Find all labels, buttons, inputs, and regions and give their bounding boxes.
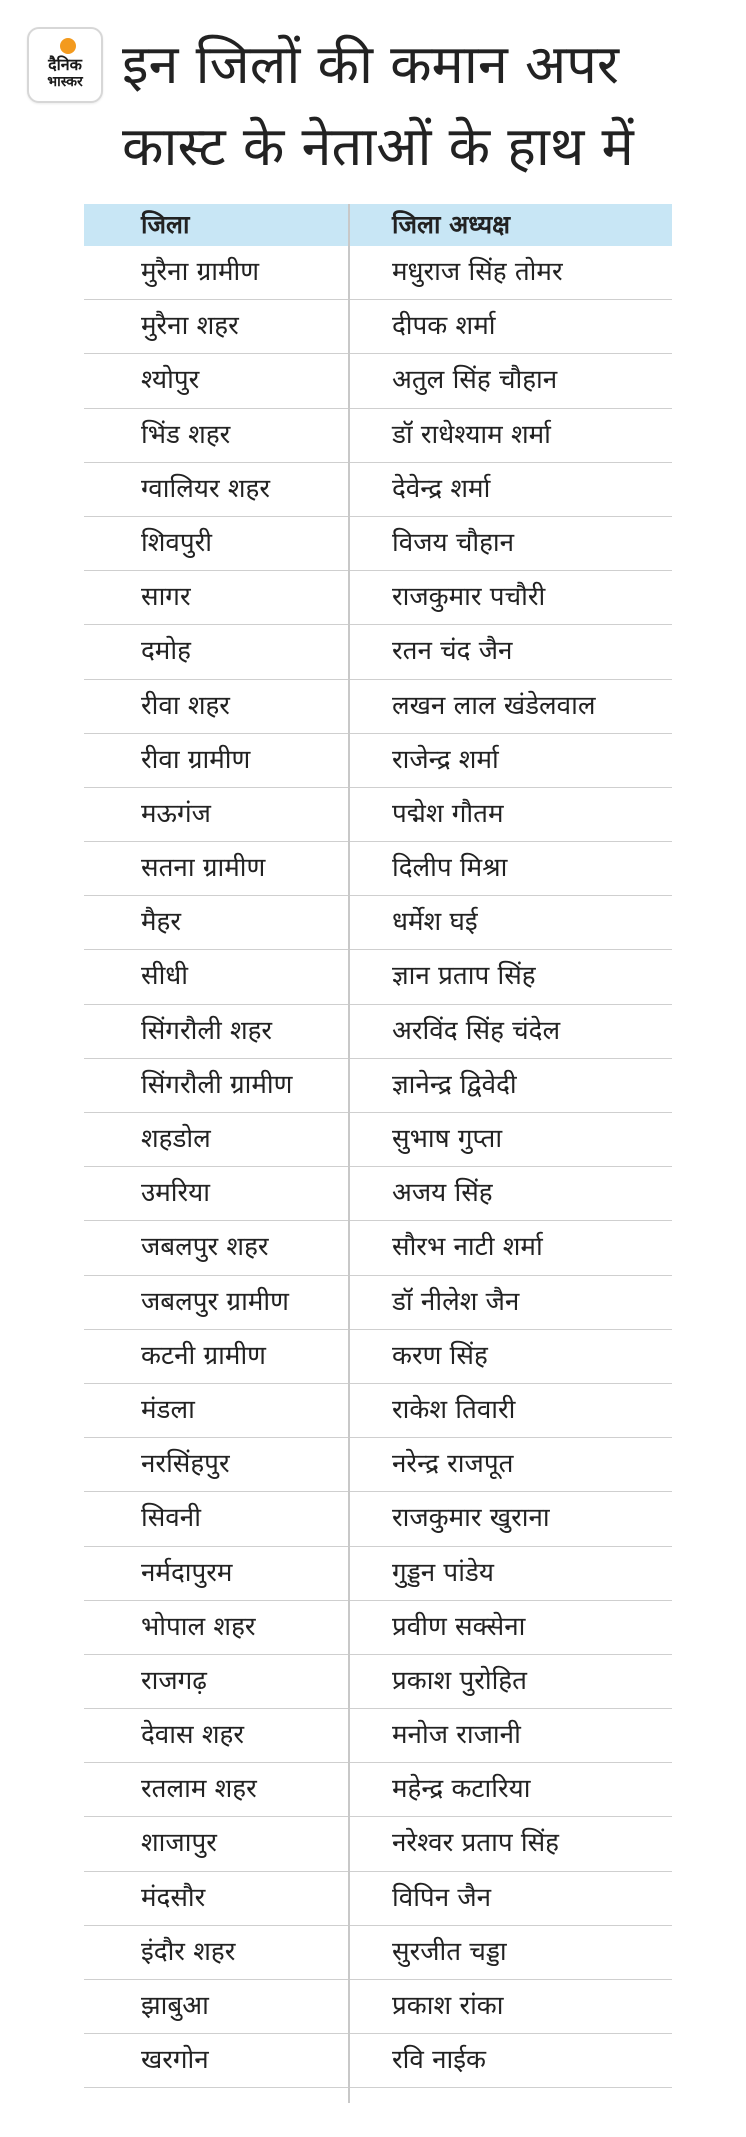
district-cell: रीवा ग्रामीण	[141, 744, 251, 775]
dainik-bhaskar-logo	[27, 27, 103, 103]
president-cell: सुभाष गुप्ता	[392, 1124, 503, 1154]
table-row	[84, 1601, 672, 1655]
president-cell: डॉ राधेश्याम शर्मा	[392, 419, 551, 450]
sun-dot-icon	[60, 38, 76, 54]
table-row	[84, 1330, 672, 1384]
table-row	[84, 950, 672, 1004]
president-cell: राजकुमार खुराना	[392, 1503, 550, 1534]
president-cell: विपिन जैन	[392, 1882, 492, 1913]
president-cell: विजय चौहान	[392, 527, 515, 558]
district-cell: शहडोल	[141, 1124, 211, 1154]
table-header	[84, 204, 672, 246]
president-cell: नरेश्वर प्रताप सिंह	[392, 1828, 559, 1859]
table-row	[84, 2034, 672, 2088]
table-row	[84, 463, 672, 517]
table-row	[84, 409, 672, 463]
district-cell: देवास शहर	[141, 1720, 244, 1751]
district-cell: इंदौर शहर	[141, 1936, 236, 1967]
table-row	[84, 1113, 672, 1167]
district-cell: मुरैना शहर	[141, 311, 239, 342]
table-row	[84, 680, 672, 734]
president-cell: ज्ञान प्रताप सिंह	[392, 961, 536, 992]
district-cell: कटनी ग्रामीण	[141, 1340, 266, 1371]
president-cell: प्रकाश रांका	[392, 1991, 504, 2021]
table-row	[84, 1276, 672, 1330]
table-row	[84, 1492, 672, 1546]
president-cell: गुड्डन पांडेय	[392, 1557, 494, 1588]
district-cell: जबलपुर ग्रामीण	[141, 1286, 289, 1317]
table-row	[84, 842, 672, 896]
table-row	[84, 1817, 672, 1871]
table-row	[84, 1005, 672, 1059]
president-cell: प्रवीण सक्सेना	[392, 1611, 526, 1642]
table-row	[84, 517, 672, 571]
table-row	[84, 1167, 672, 1221]
table-row	[84, 625, 672, 679]
table-row	[84, 1926, 672, 1980]
president-cell: महेन्द्र कटारिया	[392, 1774, 531, 1805]
district-cell: राजगढ़	[141, 1665, 207, 1696]
district-cell: सागर	[141, 582, 191, 613]
president-cell: राकेश तिवारी	[392, 1394, 516, 1425]
president-cell: राजकुमार पचौरी	[392, 582, 546, 613]
column-divider	[348, 204, 350, 2103]
table-row	[84, 1763, 672, 1817]
table-row	[84, 896, 672, 950]
district-cell: खरगोन	[141, 2045, 209, 2076]
table-row	[84, 1872, 672, 1926]
president-cell: देवेन्द्र शर्मा	[392, 473, 491, 504]
table-row	[84, 734, 672, 788]
district-cell: मंदसौर	[141, 1882, 206, 1913]
district-cell: मैहर	[141, 907, 181, 938]
president-cell: दिलीप मिश्रा	[392, 853, 508, 884]
district-cell: झाबुआ	[141, 1991, 209, 2021]
table-row	[84, 1709, 672, 1763]
table-row	[84, 1980, 672, 2034]
district-cell: रीवा शहर	[141, 690, 230, 721]
table-row	[84, 788, 672, 842]
logo-text-line1: दैनिक	[48, 55, 82, 74]
president-cell: राजेन्द्र शर्मा	[392, 744, 499, 775]
president-cell: करण सिंह	[392, 1340, 488, 1371]
district-cell: मऊगंज	[141, 798, 211, 829]
table-row	[84, 246, 672, 300]
district-cell: मुरैना ग्रामीण	[141, 257, 260, 287]
table-row	[84, 354, 672, 408]
table-row	[84, 1221, 672, 1275]
president-cell: नरेन्द्र राजपूत	[392, 1449, 514, 1480]
table-row	[84, 1438, 672, 1492]
president-cell: मनोज राजानी	[392, 1720, 521, 1751]
district-cell: शिवपुरी	[141, 527, 213, 558]
header-president: जिला अध्यक्ष	[392, 210, 511, 239]
district-cell: रतलाम शहर	[141, 1774, 257, 1805]
president-cell: मधुराज सिंह तोमर	[392, 257, 563, 287]
president-cell: रतन चंद जैन	[392, 636, 513, 667]
table-row	[84, 1059, 672, 1113]
district-cell: नरसिंहपुर	[141, 1449, 230, 1480]
district-cell: सतना ग्रामीण	[141, 853, 266, 884]
district-cell: सीधी	[141, 961, 189, 992]
district-cell: सिंगरौली ग्रामीण	[141, 1069, 293, 1100]
president-cell: धर्मेश घई	[392, 907, 478, 938]
table-row	[84, 1547, 672, 1601]
district-cell: सिवनी	[141, 1503, 201, 1534]
district-cell: सिंगरौली शहर	[141, 1015, 273, 1046]
district-cell: ग्वालियर शहर	[141, 473, 270, 504]
district-cell: दमोह	[141, 636, 191, 667]
table-row	[84, 1655, 672, 1709]
president-cell: लखन लाल खंडेलवाल	[392, 690, 596, 721]
table-body	[84, 246, 672, 2088]
district-cell: भिंड शहर	[141, 419, 231, 450]
president-cell: प्रकाश पुरोहित	[392, 1665, 527, 1696]
district-cell: जबलपुर शहर	[141, 1232, 269, 1263]
logo-text-line2: भास्कर	[47, 74, 83, 90]
president-cell: अतुल सिंह चौहान	[392, 365, 558, 396]
table-row	[84, 1384, 672, 1438]
district-cell: श्योपुर	[141, 365, 200, 396]
president-cell: डॉ नीलेश जैन	[392, 1286, 520, 1317]
president-cell: पद्मेश गौतम	[392, 798, 504, 829]
president-cell: अरविंद सिंह चंदेल	[392, 1015, 561, 1046]
headline: इन जिलों की कमान अपर कास्ट के नेताओं के हाथ में	[122, 33, 634, 178]
president-cell: रवि नाईक	[392, 2045, 486, 2076]
president-cell: सुरजीत चड्डा	[392, 1936, 507, 1967]
table-row	[84, 300, 672, 354]
table-row	[84, 571, 672, 625]
district-president-table	[84, 204, 672, 2088]
president-cell: ज्ञानेन्द्र द्विवेदी	[392, 1069, 517, 1100]
president-cell: सौरभ नाटी शर्मा	[392, 1232, 543, 1263]
president-cell: अजय सिंह	[392, 1178, 493, 1209]
president-cell: दीपक शर्मा	[392, 311, 496, 342]
district-cell: मंडला	[141, 1394, 195, 1425]
district-cell: भोपाल शहर	[141, 1611, 256, 1642]
district-cell: उमरिया	[141, 1178, 210, 1209]
district-cell: शाजापुर	[141, 1828, 217, 1859]
district-cell: नर्मदापुरम	[141, 1557, 233, 1588]
header-district: जिला	[141, 210, 190, 239]
